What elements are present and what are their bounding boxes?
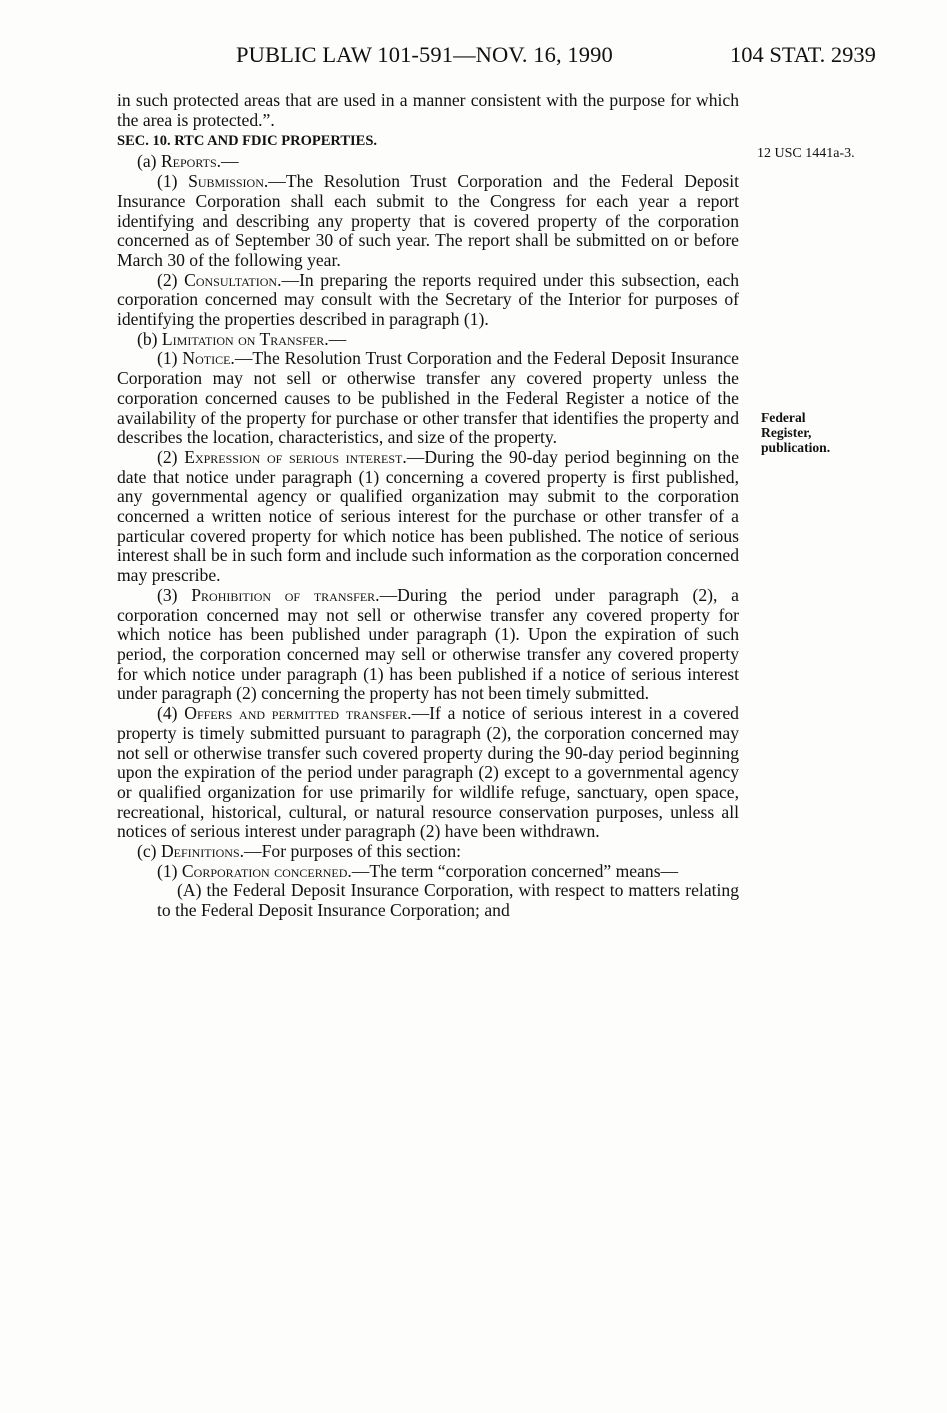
subsection-title: Reports.—	[160, 151, 239, 172]
paragraph-a1	[117, 172, 739, 271]
subsection-label: (a)	[137, 151, 161, 172]
paragraph-number: (3)	[157, 584, 192, 605]
paragraph-heading: Notice.—	[182, 348, 253, 369]
paragraph-text: In preparing the reports required under this subsection, each corporation concerned may consult with the Secretary of the Interior for purposes of identifying the properties described in paragraph (1).	[117, 269, 739, 330]
paragraph-number: (2)	[157, 269, 185, 290]
paragraph-text: The Resolution Trust Corporation and the Federal Deposit Insurance Corporation shall each submit to the Congress for each year a report identifying and describing any property that is covered property of the corporation concerned as of September 30 of such year. The report shall be submitted on or before March 30 of the following year.	[117, 171, 739, 270]
paragraph-text: The Resolution Trust Corporation and the Federal Deposit Insurance Corporation may not sell or otherwise transfer any covered property unless the corporation concerned causes to be published in the Federal Register a notice of the availability of the property for purchase or other transfer that identifies the property and describes the location, characteristics, and size of the property.	[117, 348, 739, 448]
paragraph-b1	[117, 349, 739, 448]
paragraph-b3	[117, 586, 739, 704]
margin-note-line: Federal	[761, 410, 806, 425]
statutes-page-number: 104 STAT. 2939	[730, 42, 876, 67]
subsection-a-heading	[117, 152, 739, 172]
subsection-title: Definitions.—	[160, 841, 262, 862]
subsection-title: Limitation on Transfer.—	[161, 328, 347, 349]
paragraph-heading: Expression of serious interest.—	[184, 446, 425, 467]
margin-note-federal-register	[761, 410, 830, 455]
paragraph-text: If a notice of serious interest in a covered property is timely submitted pursuant to paragraph (2), the corporation concerned may not sell or otherwise transfer such covered property during the 90-day period beginning upon the expiration of the period under paragraph (2) except to a governmental agency or qualified organization for use primarily for wildlife refuge, sanctuary, open space, recreational, historical, cultural, or natural resource conservation purposes, unless all notices of serious interest under paragraph (2) have been withdrawn.	[117, 703, 739, 842]
section-heading: SEC. 10. RTC AND FDIC PROPERTIES.	[117, 133, 378, 150]
margin-note-line: Register,	[761, 425, 812, 440]
paragraph-heading: Corporation concerned.—	[181, 860, 370, 881]
paragraph-heading: Prohibition of transfer.—	[191, 584, 398, 605]
subsection-b-heading	[117, 330, 739, 350]
paragraph-number: (1)	[157, 860, 182, 881]
paragraph-a2	[117, 271, 739, 330]
paragraph-b2	[117, 448, 739, 586]
subparagraph-c1A: (A) the Federal Deposit Insurance Corporation, with respect to matters relating to the Federal Deposit Insurance Corporation; and	[157, 880, 739, 921]
subsection-label: (c)	[137, 841, 161, 862]
statute-body	[117, 91, 739, 921]
paragraph-number: (4)	[157, 703, 185, 724]
paragraph-heading: Offers and permitted transfer.—	[184, 703, 430, 724]
subsection-c-heading	[117, 842, 739, 862]
paragraph-number: (1)	[157, 348, 183, 369]
paragraph-text: During the period under paragraph (2), a corporation concerned may not sell or otherwise transfer any covered property for which notice has been published under paragraph (1). Upon the expiration of such period, the corporation concerned may sell or otherwise transfer any covered property for which notice under paragraph (1) has been published if a notice of serious interest under paragraph (2) concerning the property has not been timely submitted.	[117, 584, 739, 704]
intro-paragraph: in such protected areas that are used in a manner consistent with the purpose for which the area is protected.”.	[117, 90, 739, 130]
margin-note-line: publication.	[761, 440, 831, 455]
paragraph-heading: Consultation.—	[184, 269, 300, 290]
subsection-label: (b)	[137, 328, 162, 349]
paragraph-heading: Submission.—	[188, 171, 286, 192]
paragraph-number: (1)	[157, 171, 189, 192]
running-head-title: PUBLIC LAW 101-591—NOV. 16, 1990	[236, 42, 613, 67]
paragraph-text: The term “corporation concerned” means—	[369, 860, 679, 881]
subsection-text: For purposes of this section:	[261, 841, 462, 862]
margin-note-usc-citation: 12 USC 1441a-3.	[757, 146, 855, 161]
paragraph-b4	[117, 704, 739, 842]
paragraph-c1	[117, 862, 739, 882]
paragraph-text: During the 90-day period beginning on the date that notice under paragraph (1) concerning a covered property is first published, any governmental agency or qualified organization may submit to the corporation concerned a written notice of serious interest for the purchase or other transfer of a particular covered property for which notice has been published. The notice of serious interest shall be in such form and include such information as the corporation concerned may prescribe.	[117, 446, 740, 586]
paragraph-number: (2)	[157, 446, 185, 467]
